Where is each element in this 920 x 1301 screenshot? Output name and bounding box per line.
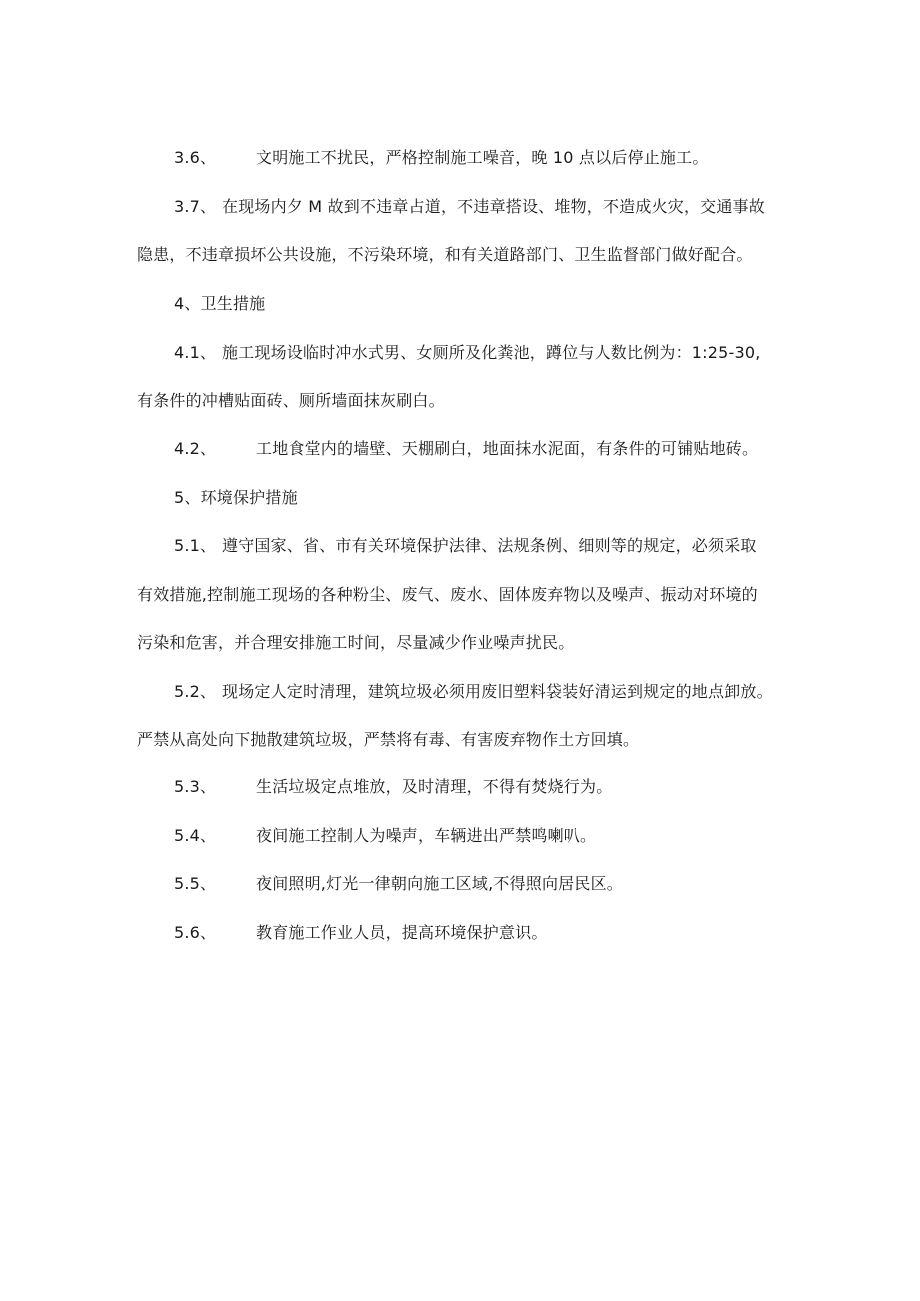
paragraph-5-6 (174, 923, 548, 943)
item-text: 遵守国家、省、市有关环境保护法律、法规条例、细则等的规定，必须采取 (222, 536, 757, 555)
paragraph-5-1 (174, 536, 757, 556)
item-text: 夜间照明,灯光一律朝向施工区域,不得照向居民区。 (256, 874, 623, 893)
item-text: 严禁从高处向下抛散建筑垃圾，严禁将有毒、有害废弃物作土方回填。 (137, 730, 640, 749)
paragraph-5-2 (174, 682, 773, 702)
section-heading-4 (174, 294, 265, 314)
paragraph-3-7-continuation (137, 245, 753, 265)
item-text: 有效措施,控制施工现场的各种粉尘、废气、废水、固体废弃物以及噪声、振动对环境的 (137, 585, 758, 604)
paragraph-5-3 (174, 777, 612, 797)
item-number: 5.3、 (174, 777, 217, 796)
item-number: 5.2、 (174, 682, 217, 701)
item-text: 在现场内夕 M 故到不违章占道，不违章搭设、堆物，不造成火灾，交通事故 (222, 197, 765, 216)
item-number: 4.2、 (174, 439, 217, 458)
paragraph-4-2 (174, 439, 758, 459)
paragraph-5-5 (174, 874, 623, 894)
paragraph-3-7 (174, 197, 765, 217)
item-number: 3.7、 (174, 197, 217, 216)
section-heading-5 (174, 488, 298, 508)
item-number: 4.1、 (174, 343, 217, 362)
item-text: 工地食堂内的墙壁、天棚刷白，地面抹水泥面，有条件的可铺贴地砖。 (256, 439, 759, 458)
paragraph-5-2-continuation (137, 730, 639, 750)
item-text: 教育施工作业人员，提高环境保护意识。 (256, 923, 548, 942)
paragraph-5-1-continuation (137, 585, 758, 605)
item-text: 文明施工不扰民，严格控制施工噪音，晚 10 点以后停止施工。 (256, 148, 709, 167)
item-number: 5.1、 (174, 536, 217, 555)
item-text: 生活垃圾定点堆放，及时清理，不得有焚烧行为。 (256, 777, 613, 796)
item-number: 5.4、 (174, 826, 217, 845)
item-text: 夜间施工控制人为噪声，车辆进出严禁鸣喇叭。 (256, 826, 597, 845)
item-number: 5.5、 (174, 874, 217, 893)
item-text: 现场定人定时清理，建筑垃圾必须用废旧塑料袋装好清运到规定的地点卸放。 (222, 682, 773, 701)
item-text: 隐患，不违章损坏公共设施，不污染环境，和有关道路部门、卫生监督部门做好配合。 (137, 245, 753, 264)
item-number: 5.6、 (174, 923, 217, 942)
paragraph-3-6 (174, 148, 709, 168)
section-title: 5、环境保护措施 (174, 488, 298, 507)
paragraph-5-1-continuation (137, 633, 574, 653)
item-number: 3.6、 (174, 148, 217, 167)
paragraph-4-1 (174, 343, 761, 363)
item-text: 污染和危害，并合理安排施工时间，尽量减少作业噪声扰民。 (137, 633, 575, 652)
item-text: 有条件的冲槽贴面砖、厕所墙面抹灰刷白。 (137, 391, 445, 410)
section-title: 4、卫生措施 (174, 294, 266, 313)
paragraph-4-1-continuation (137, 391, 445, 411)
paragraph-5-4 (174, 826, 596, 846)
item-text: 施工现场设临时冲水式男、女厕所及化粪池，蹲位与人数比例为：1:25-30, (222, 343, 761, 362)
